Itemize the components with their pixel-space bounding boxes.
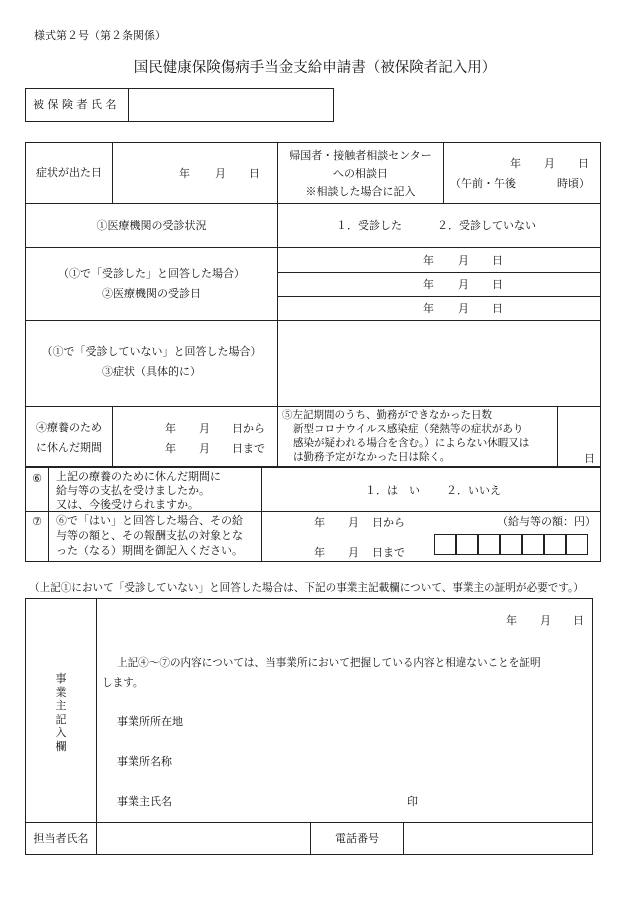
insured-name-field[interactable] bbox=[129, 89, 333, 121]
q4-period-field[interactable]: 年 月 日から 年 月 日まで bbox=[165, 422, 265, 455]
q7-question-line1: ⑥で「はい」と回答した場合、その給 bbox=[56, 514, 243, 527]
contact-person-field[interactable] bbox=[97, 823, 310, 854]
q6-option-yes[interactable]: １．は い bbox=[365, 484, 420, 497]
consult-center-label: 帰国者・接触者相談センター bbox=[289, 149, 432, 162]
q5-note-line3: は勤務予定がなかった日は除く。 bbox=[293, 451, 451, 463]
consult-note: ※相談した場合に記入 bbox=[305, 185, 416, 198]
q6-option-no[interactable]: ２．いいえ bbox=[446, 484, 501, 497]
employer-address-field[interactable] bbox=[190, 710, 585, 732]
q2-visit-date-3[interactable]: 年 月 日 bbox=[423, 302, 503, 315]
q3-label: ③症状（具体的に） bbox=[102, 365, 201, 378]
q5-note-line1: 新型コロナウイルス感染症（発熱等の症状があり bbox=[293, 423, 524, 435]
q1-option-not-visited[interactable]: ２．受診していない bbox=[437, 219, 536, 232]
phone-field[interactable] bbox=[404, 823, 592, 854]
q2-label: ②医療機関の受診日 bbox=[102, 287, 201, 300]
employer-name-label: 事業所名称 bbox=[117, 755, 172, 768]
q1-option-visited[interactable]: １．受診した bbox=[336, 219, 402, 232]
q7-number: ⑦ bbox=[32, 515, 42, 528]
q4-label-line1: ④療養のため bbox=[36, 421, 102, 434]
q7-amount-label: （給与等の額：円） bbox=[497, 515, 596, 528]
phone-label: 電話番号 bbox=[335, 831, 379, 845]
q2-visit-date-1[interactable]: 年 月 日 bbox=[423, 254, 503, 267]
q6-question-line2: 給与等の支払を受けましたか。 bbox=[56, 484, 210, 497]
employer-note: （上記①において「受診していない」と回答した場合は、下記の事業主記載欄について、事業主の証明が必要です。） bbox=[29, 582, 584, 594]
q3-symptoms-field[interactable] bbox=[278, 321, 600, 406]
q5-days-unit: 日 bbox=[584, 452, 595, 465]
q5-label: ⑤左記期間のうち、勤務ができなかった日数 bbox=[282, 409, 492, 421]
q2-visit-date-2[interactable]: 年 月 日 bbox=[423, 278, 503, 291]
consult-date-field[interactable]: 年 月 日 （午前・午後 時頃） bbox=[450, 157, 590, 190]
ampm-label: （午前・午後 bbox=[450, 177, 516, 190]
q5-days-field[interactable] bbox=[558, 407, 600, 467]
q7-question-line2: 与等の額と、その報酬支払の対象とな bbox=[56, 529, 243, 542]
employer-cert-line2: します。 bbox=[102, 677, 144, 689]
consult-date-label: への相談日 bbox=[333, 167, 388, 180]
contact-person-label: 担当者氏名 bbox=[33, 831, 89, 845]
q7-period-field[interactable]: 年 月 日から 年 月 日まで bbox=[314, 516, 405, 559]
employer-side-label: 事 業 主 記 入 欄 bbox=[55, 672, 67, 753]
q4-label-line2: に休んだ期間 bbox=[36, 441, 102, 454]
time-label: 時頃） bbox=[557, 177, 590, 190]
employer-cert-date[interactable]: 年 月 日 bbox=[506, 614, 584, 627]
q7-amount-field[interactable] bbox=[434, 534, 589, 555]
seal-mark: 印 bbox=[407, 795, 418, 808]
employer-owner-label: 事業主氏名 bbox=[117, 795, 172, 808]
q3-condition: （①で「受診していない」と回答した場合） bbox=[41, 345, 262, 358]
form-number: 様式第２号（第２条関係） bbox=[34, 29, 166, 42]
employer-cert-line1: 上記④～⑦の内容については、当事業所において把握している内容と相違ないことを証明 bbox=[117, 657, 541, 669]
employer-address-label: 事業所所在地 bbox=[117, 715, 183, 728]
q6-question-line1: 上記の療養のために休んだ期間に bbox=[56, 470, 221, 483]
q6-question-line3: 又は、今後受けられますか。 bbox=[56, 498, 199, 511]
q7-question-line3: った（なる）期間を御記入ください。 bbox=[56, 544, 243, 557]
q5-note-line2: 感染が疑われる場合を含む。）によらない休暇又は bbox=[293, 437, 530, 449]
onset-date-label: 症状が出た日 bbox=[36, 166, 102, 180]
q6-number: ⑥ bbox=[32, 472, 42, 485]
employer-owner-field[interactable] bbox=[190, 790, 400, 812]
q2-condition: （①で「受診した」と回答した場合） bbox=[58, 267, 245, 280]
insured-name-label: 被保険者氏名 bbox=[33, 98, 120, 111]
page-title: 国民健康保険傷病手当金支給申請書（被保険者記入用） bbox=[133, 60, 497, 76]
onset-date-field[interactable]: 年 月 日 bbox=[179, 167, 260, 180]
employer-name-field[interactable] bbox=[190, 750, 585, 772]
q1-label: ①医療機関の受診状況 bbox=[96, 218, 207, 232]
